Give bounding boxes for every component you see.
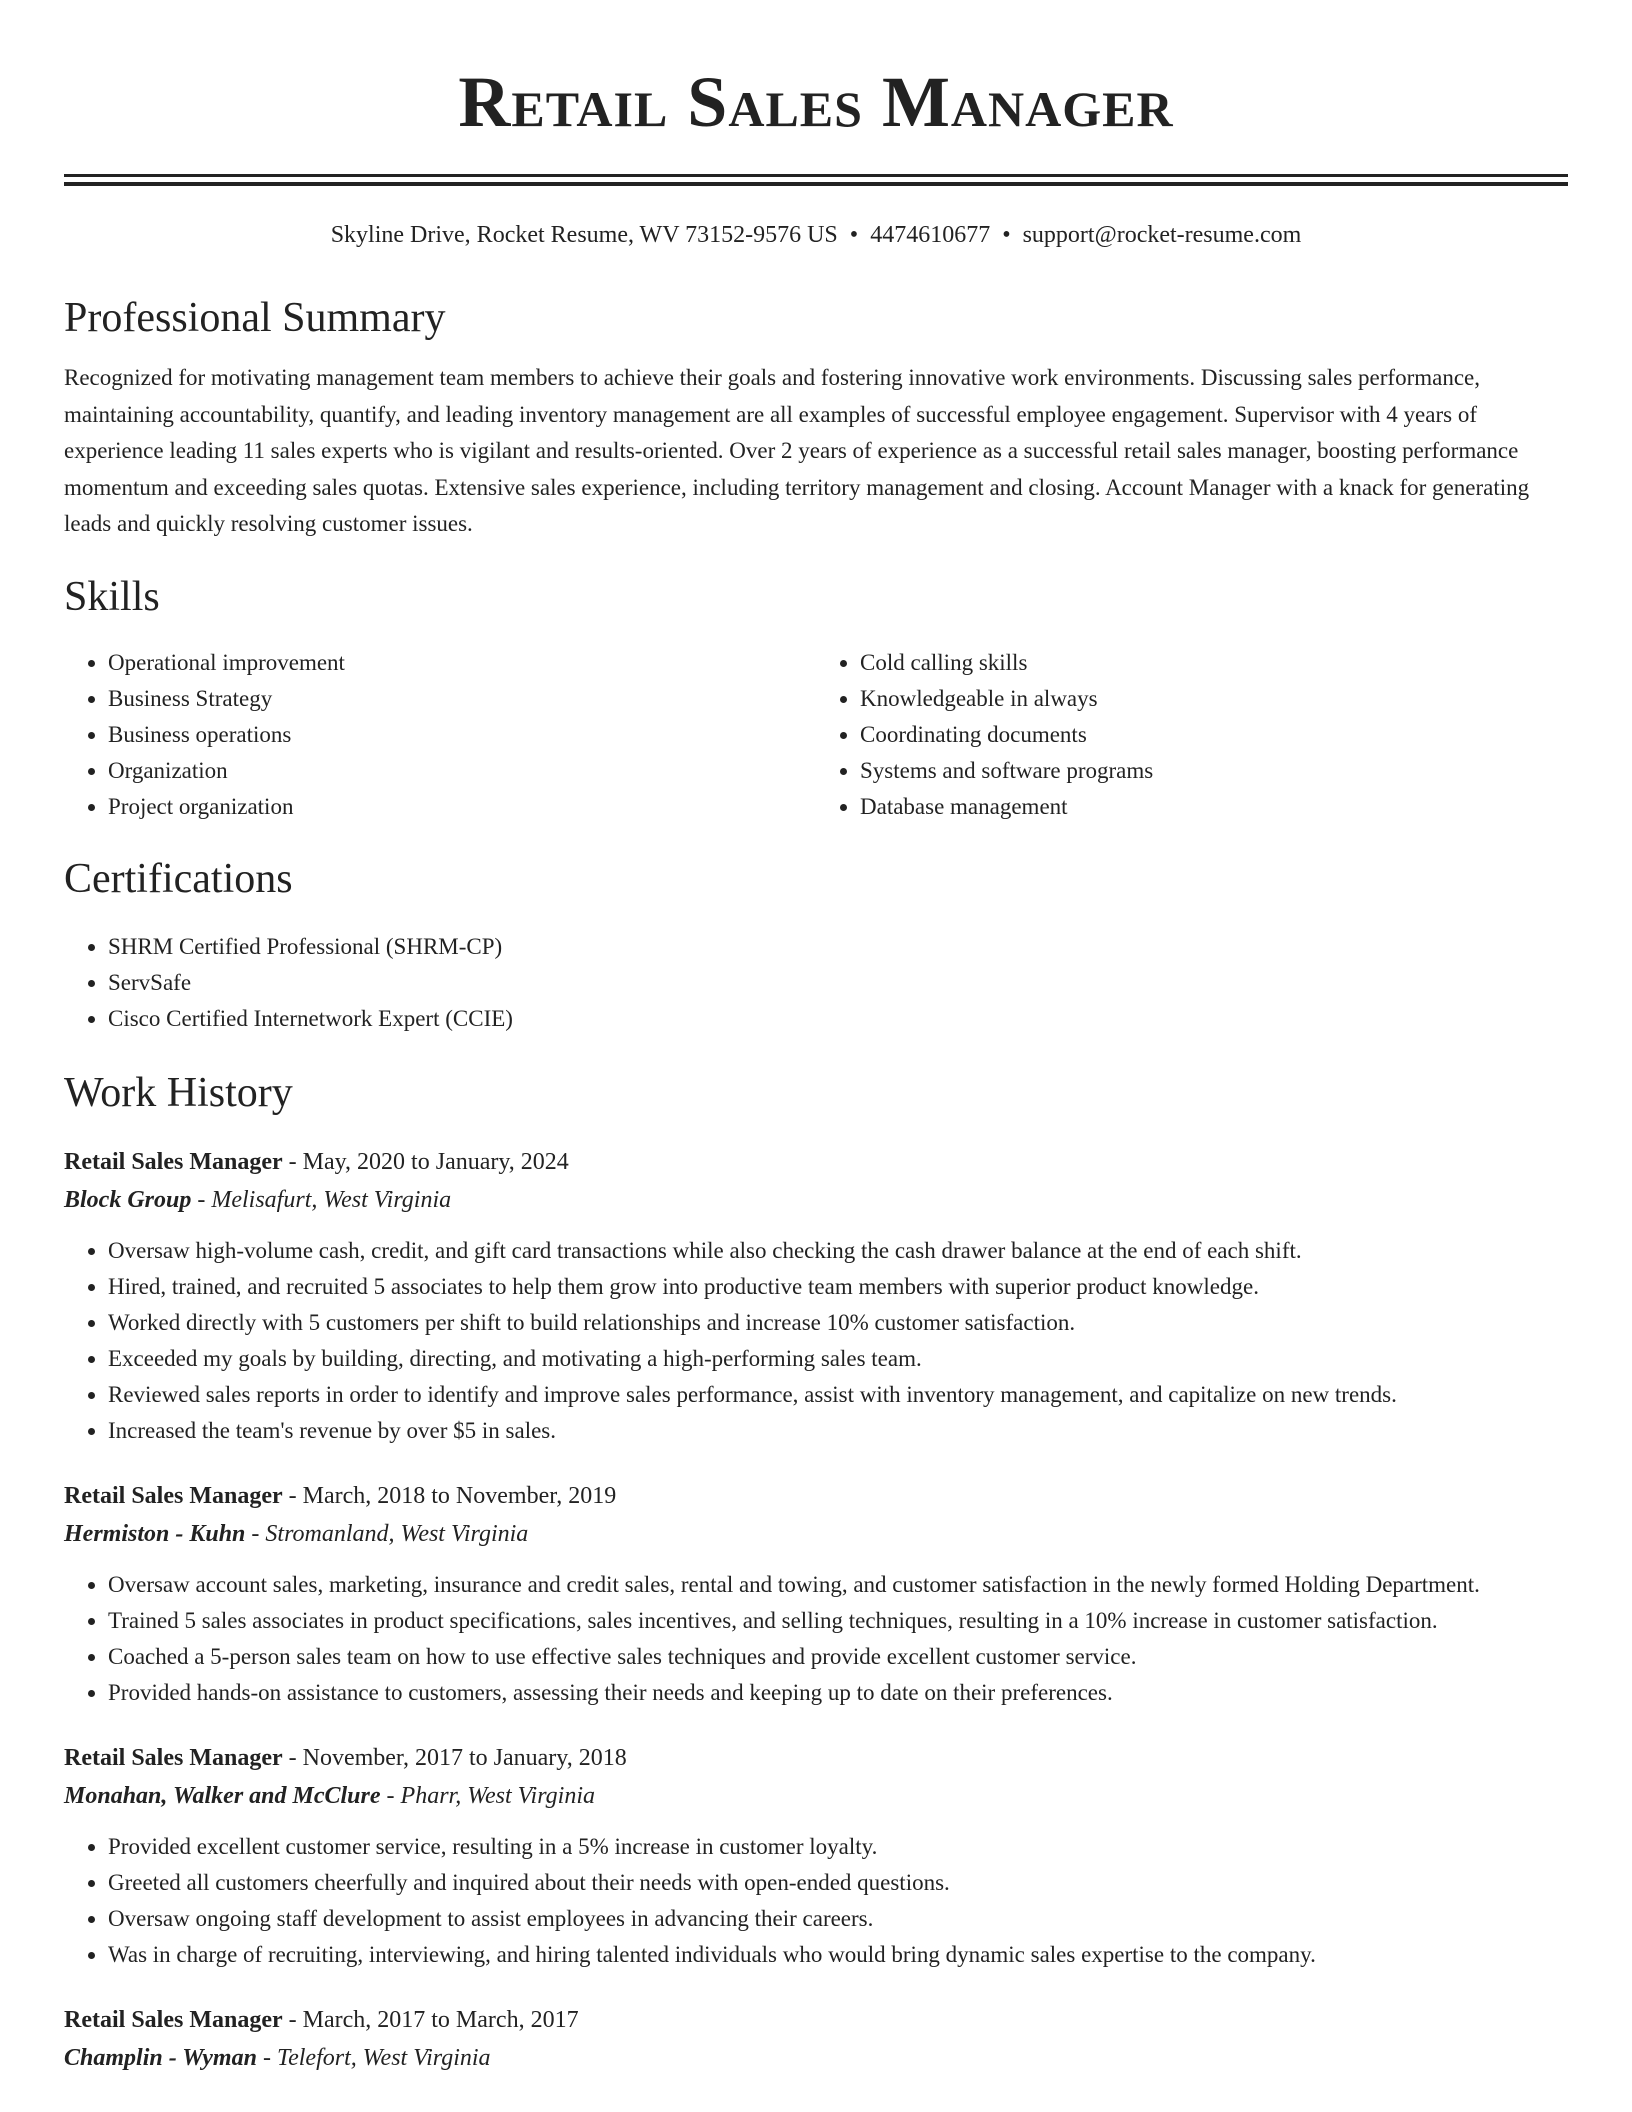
- summary-text: Recognized for motivating management team members to achieve their goals and fostering innovative work environments. Discussing sales performance, maintaining accountability, quantify, and leading inventory management are all examples of successful employee engagement. Supervisor with 4 years of experience leading 11 sales experts who is vigilant and results-oriented. Over 2 years of experience as a successful retail sales manager, boosting performance momentum and exceeding sales quotas. Extensive sales experience, including territory management and closing. Account Manager with a knack for generating leads and quickly resolving customer issues.: [64, 365, 1530, 536]
- job-location: Stromanland, West Virginia: [265, 1520, 529, 1547]
- contact-email: support@rocket-resume.com: [1022, 222, 1302, 248]
- job-role: Retail Sales Manager: [64, 1744, 283, 1771]
- job-bullet: • Oversaw high-volume cash, credit, and gift card transactions while also checking the cash drawer balance at the end of each shift.: [108, 1233, 1568, 1269]
- contact-phone: 4474610677: [870, 222, 991, 248]
- job-bullet: • Provided excellent customer service, resulting in a 5% increase in customer loyalty.: [108, 1829, 1568, 1865]
- job-bullet: • Worked directly with 5 customers per shift to build relationships and increase 10% customer satisfaction.: [108, 1305, 1568, 1341]
- job-company-line: Block Group - Melisafurt, West Virginia: [64, 1186, 452, 1213]
- skills-list-left: [64, 645, 816, 825]
- skill-item: • Organization: [108, 753, 816, 789]
- certification-item: • SHRM Certified Professional (SHRM-CP): [108, 929, 1568, 965]
- job-bullet: • Greeted all customers cheerfully and inquired about their needs with open-ended questions.: [108, 1865, 1568, 1901]
- skill-item: • Cold calling skills: [860, 645, 1568, 681]
- job-location: Melisafurt, West Virginia: [211, 1186, 452, 1213]
- job-location: Telefort, West Virginia: [276, 2044, 491, 2071]
- job-company: Block Group: [64, 1186, 192, 1213]
- skill-item: • Knowledgeable in always: [860, 681, 1568, 717]
- skill-item: • Project organization: [108, 789, 816, 825]
- job-location: Pharr, West Virginia: [400, 1782, 595, 1809]
- job-title-line: Retail Sales Manager - March, 2018 to November, 2019: [64, 1482, 617, 1509]
- certifications-heading: Certifications: [64, 855, 293, 902]
- contact-separator: •: [1002, 222, 1011, 248]
- job-entry: [64, 1477, 1568, 1711]
- title-divider: [64, 174, 1568, 186]
- job-entry: [64, 1739, 1568, 1973]
- certification-item: • Cisco Certified Internetwork Expert (CCIE): [108, 1001, 1568, 1037]
- work-history-heading: Work History: [64, 1069, 293, 1116]
- job-title-line: Retail Sales Manager - May, 2020 to January, 2024: [64, 1148, 569, 1175]
- job-bullet: • Oversaw ongoing staff development to assist employees in advancing their careers.: [108, 1901, 1568, 1937]
- job-title-line: Retail Sales Manager - November, 2017 to January, 2018: [64, 1744, 627, 1771]
- job-role: Retail Sales Manager: [64, 1148, 283, 1175]
- job-bullet: • Provided hands-on assistance to customers, assessing their needs and keeping up to date on their preferences.: [108, 1675, 1568, 1711]
- job-bullet: • Oversaw account sales, marketing, insurance and credit sales, rental and towing, and customer satisfaction in the newly formed Holding Department.: [108, 1567, 1568, 1603]
- job-role: Retail Sales Manager: [64, 1482, 283, 1509]
- job-dates: November, 2017 to January, 2018: [302, 1744, 627, 1771]
- job-bullet: • Trained 5 sales associates in product specifications, sales incentives, and selling techniques, resulting in a 10% increase in customer satisfaction.: [108, 1603, 1568, 1639]
- skills-heading: Skills: [64, 573, 160, 620]
- job-bullets: [64, 1233, 1568, 1449]
- job-bullet: • Coached a 5-person sales team on how to use effective sales techniques and provide excellent customer service.: [108, 1639, 1568, 1675]
- job-dates: March, 2018 to November, 2019: [302, 1482, 617, 1509]
- certifications-list: [64, 929, 1568, 1037]
- job-bullet: • Reviewed sales reports in order to identify and improve sales performance, assist with inventory management, and capitalize on new trends.: [108, 1377, 1568, 1413]
- job-company-line: Hermiston - Kuhn - Stromanland, West Virginia: [64, 1520, 529, 1547]
- job-company-line: Champlin - Wyman - Telefort, West Virginia: [64, 2044, 491, 2071]
- job-dates: May, 2020 to January, 2024: [302, 1148, 569, 1175]
- contact-separator: •: [849, 222, 859, 248]
- skills-list-right: [816, 645, 1568, 825]
- job-entry: [64, 1143, 1568, 1449]
- job-company: Champlin - Wyman: [64, 2044, 257, 2071]
- summary-heading: Professional Summary: [64, 295, 446, 341]
- skill-item: • Operational improvement: [108, 645, 816, 681]
- contact-line: [64, 220, 1568, 250]
- skill-item: • Database management: [860, 789, 1568, 825]
- job-bullets: [64, 1567, 1568, 1711]
- job-bullet: • Increased the team's revenue by over $5 in sales.: [108, 1413, 1568, 1449]
- certification-item: • ServSafe: [108, 965, 1568, 1001]
- job-title-line: Retail Sales Manager - March, 2017 to March, 2017: [64, 2006, 579, 2033]
- skill-item: • Coordinating documents: [860, 717, 1568, 753]
- skill-item: • Business operations: [108, 717, 816, 753]
- skill-item: • Business Strategy: [108, 681, 816, 717]
- job-dates: March, 2017 to March, 2017: [302, 2006, 579, 2033]
- job-company-line: Monahan, Walker and McClure - Pharr, West Virginia: [64, 1782, 595, 1809]
- job-role: Retail Sales Manager: [64, 2006, 283, 2033]
- skills-grid: [64, 645, 1568, 825]
- job-company: Hermiston - Kuhn: [64, 1520, 246, 1547]
- contact-address: Skyline Drive, Rocket Resume, WV 73152-9576 US: [330, 222, 838, 248]
- job-bullet: • Was in charge of recruiting, interviewing, and hiring talented individuals who would bring dynamic sales expertise to the company.: [108, 1937, 1568, 1973]
- job-bullet: • Exceeded my goals by building, directing, and motivating a high-performing sales team.: [108, 1341, 1568, 1377]
- job-company: Monahan, Walker and McClure: [64, 1782, 381, 1809]
- skill-item: • Systems and software programs: [860, 753, 1568, 789]
- resume-title: Retail Sales Manager: [458, 62, 1174, 142]
- job-bullet: • Hired, trained, and recruited 5 associates to help them grow into productive team members with superior product knowledge.: [108, 1269, 1568, 1305]
- job-bullets: [64, 1829, 1568, 1973]
- job-entry: [64, 2001, 1568, 2077]
